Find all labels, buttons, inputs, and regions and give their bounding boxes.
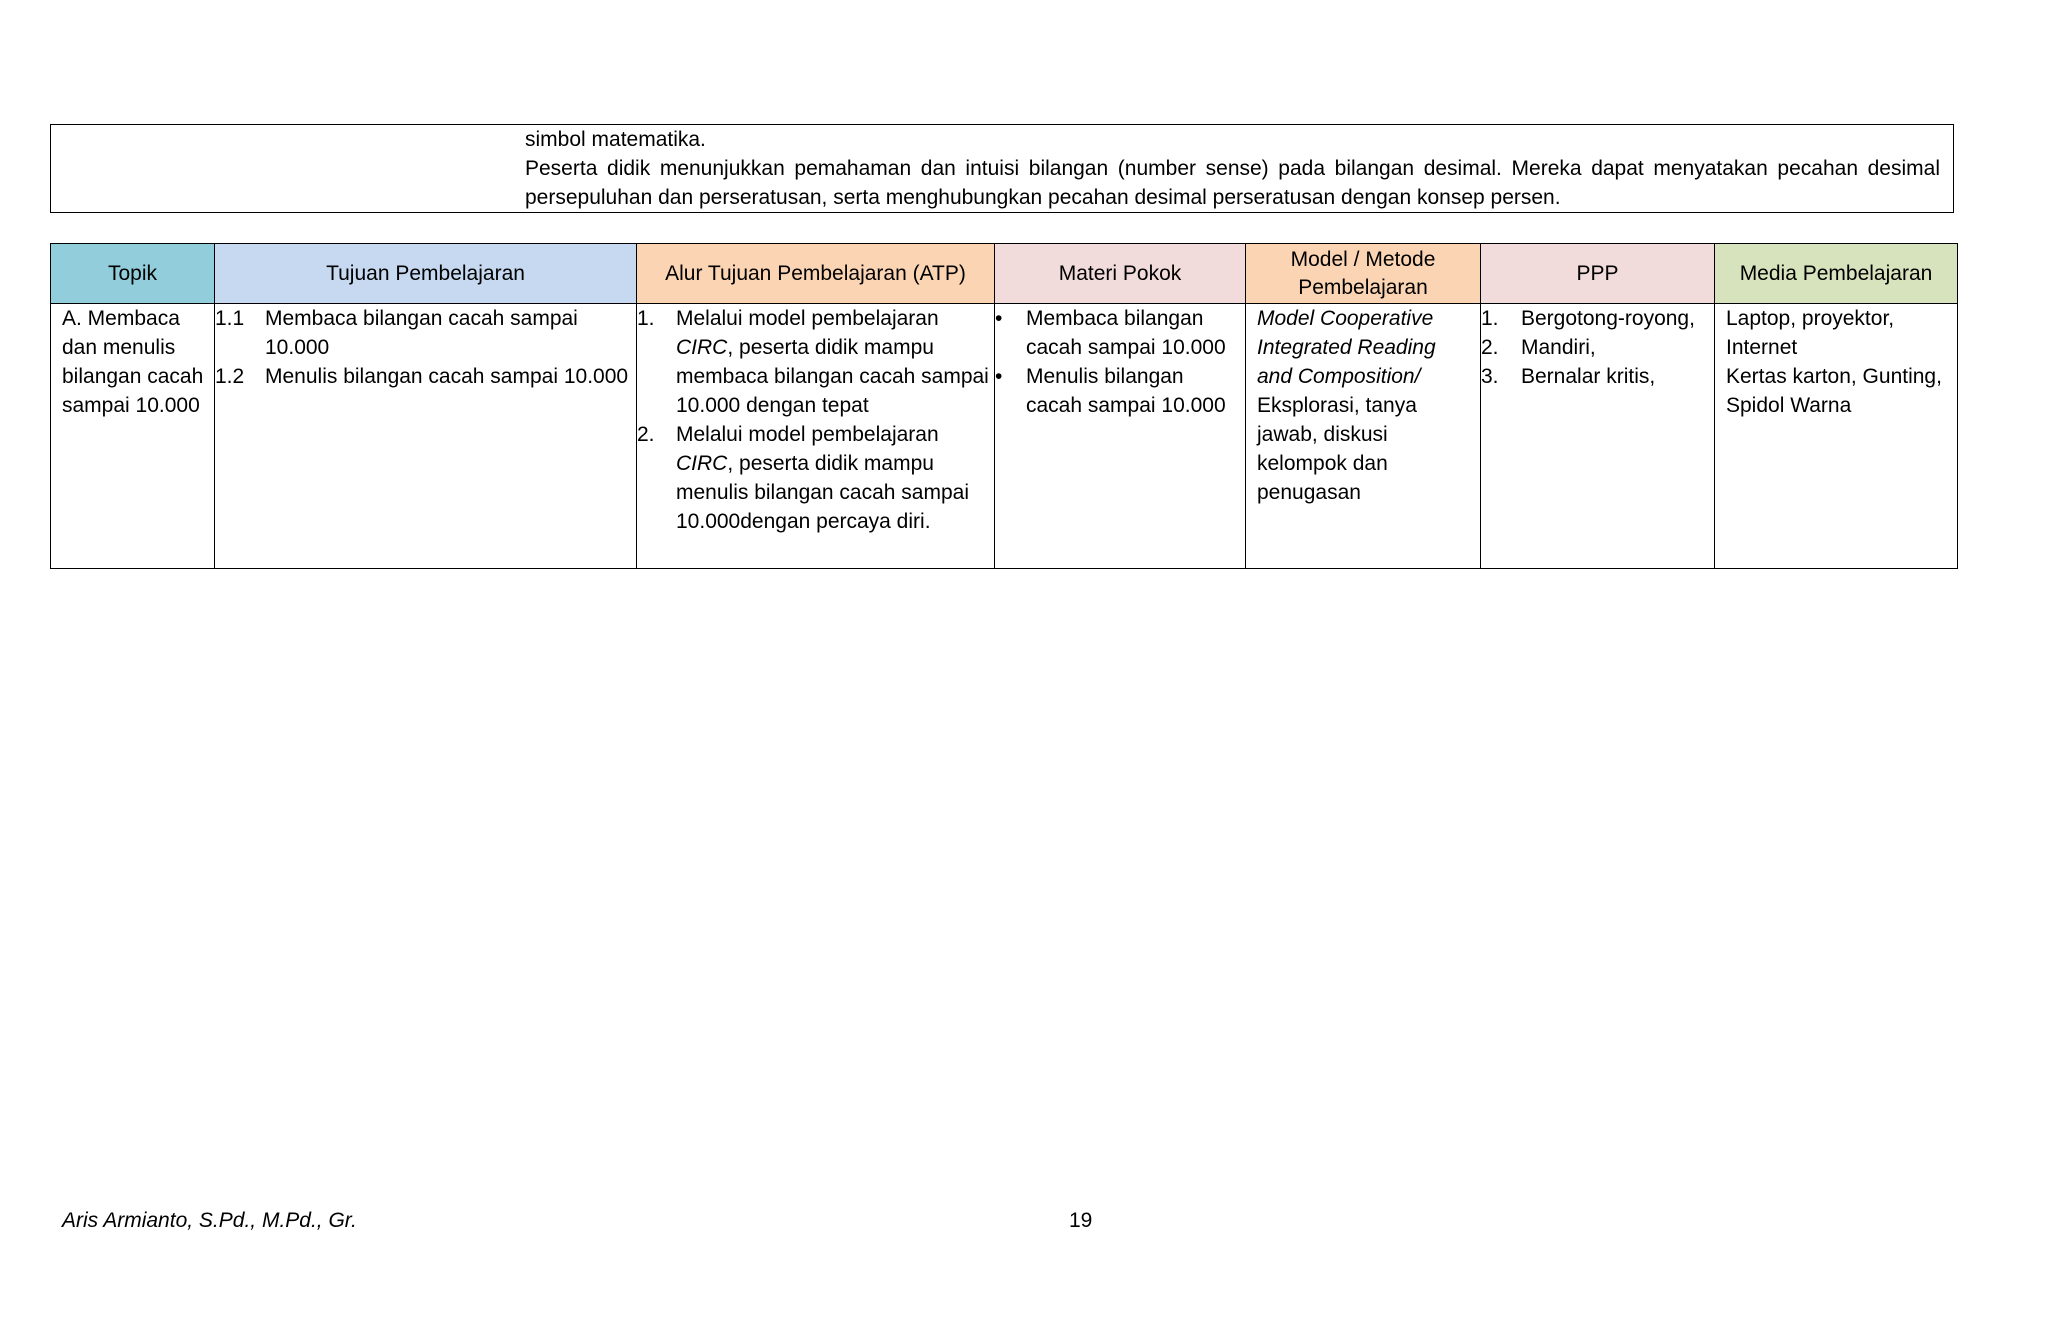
- model-name: Model Cooperative Integrated Reading and Composition/: [1257, 307, 1436, 388]
- materi-list: [995, 304, 1245, 420]
- header-materi: Materi Pokok: [995, 244, 1246, 304]
- list-item: [1481, 333, 1714, 362]
- list-text: Bernalar kritis,: [1521, 365, 1656, 388]
- list-number: 2.: [637, 423, 655, 446]
- list-item: [215, 304, 636, 362]
- list-text: Mandiri,: [1521, 336, 1596, 359]
- list-number: 1.1: [215, 307, 245, 330]
- list-number: 1.2: [215, 365, 245, 388]
- list-item: [1481, 362, 1714, 391]
- media-line: Laptop, proyektor, Internet: [1726, 307, 1895, 359]
- atp-model-name: CIRC: [676, 452, 728, 475]
- header-atp: Alur Tujuan Pembelajaran (ATP): [637, 244, 995, 304]
- cell-topik: [51, 304, 215, 569]
- atp-model-name: CIRC: [676, 336, 728, 359]
- intro-line: simbol matematika.: [525, 128, 706, 151]
- cell-atp: [637, 304, 995, 569]
- topik-text: A. Membaca dan menulis bilangan cacah sampai 10.000: [62, 307, 204, 417]
- page-number: 19: [1069, 1209, 1093, 1232]
- cell-tujuan: [215, 304, 637, 569]
- cell-model: [1246, 304, 1481, 569]
- learning-plan-table: [50, 243, 1958, 569]
- list-text: Menulis bilangan cacah sampai 10.000: [1026, 365, 1226, 417]
- list-text: [676, 304, 994, 420]
- list-item: [995, 362, 1245, 420]
- list-item: [995, 304, 1245, 362]
- atp-text-post: , peserta didik mampu membaca bilangan cacah sampai 10.000 dengan tepat: [676, 336, 989, 417]
- media-line: Kertas karton, Gunting, Spidol Warna: [1726, 365, 1942, 417]
- list-text: [676, 420, 994, 536]
- competency-text: [525, 125, 1940, 212]
- atp-text-post: , peserta didik mampu menulis bilangan cacah sampai 10.000dengan percaya diri.: [676, 452, 970, 533]
- list-number: 3.: [1481, 365, 1499, 388]
- model-methods: Eksplorasi, tanya jawab, diskusi kelompok dan penugasan: [1257, 394, 1417, 504]
- list-item: [215, 362, 636, 391]
- ppp-list: [1481, 304, 1714, 391]
- competency-description-box: [50, 124, 1954, 213]
- bullet-icon: •: [995, 307, 1003, 330]
- atp-text-pre: Melalui model pembelajaran: [676, 307, 939, 330]
- list-text: Bergotong-royong,: [1521, 307, 1695, 330]
- list-item: [637, 420, 994, 536]
- header-tujuan: Tujuan Pembelajaran: [215, 244, 637, 304]
- list-text: Membaca bilangan cacah sampai 10.000: [1026, 307, 1226, 359]
- intro-paragraph: Peserta didik menunjukkan pemahaman dan intuisi bilangan (number sense) pada bilangan desimal. Mereka dapat menyatakan pecahan desimal persepuluhan dan perseratusan, serta menghubungkan pecahan desimal perseratusan dengan konsep persen.: [525, 157, 1940, 209]
- header-topik: Topik: [51, 244, 215, 304]
- model-text: [1246, 304, 1480, 507]
- table-row: [51, 304, 1958, 569]
- cell-materi: [995, 304, 1246, 569]
- header-ppp: PPP: [1481, 244, 1715, 304]
- list-item: [637, 304, 994, 420]
- cell-media: [1715, 304, 1958, 569]
- list-item: [1481, 304, 1714, 333]
- footer-author: Aris Armianto, S.Pd., M.Pd., Gr.: [62, 1209, 357, 1232]
- media-text: [1715, 304, 1957, 420]
- list-text: Menulis bilangan cacah sampai 10.000: [265, 365, 629, 388]
- atp-text-pre: Melalui model pembelajaran: [676, 423, 939, 446]
- list-number: 1.: [637, 307, 655, 330]
- list-text: Membaca bilangan cacah sampai 10.000: [265, 307, 578, 359]
- header-model: Model / Metode Pembelajaran: [1246, 244, 1481, 304]
- list-number: 2.: [1481, 336, 1499, 359]
- header-media: Media Pembelajaran: [1715, 244, 1958, 304]
- tujuan-list: [215, 304, 636, 391]
- list-number: 1.: [1481, 307, 1499, 330]
- table-header-row: [51, 244, 1958, 304]
- bullet-icon: •: [995, 365, 1003, 388]
- atp-list: [637, 304, 994, 536]
- cell-ppp: [1481, 304, 1715, 569]
